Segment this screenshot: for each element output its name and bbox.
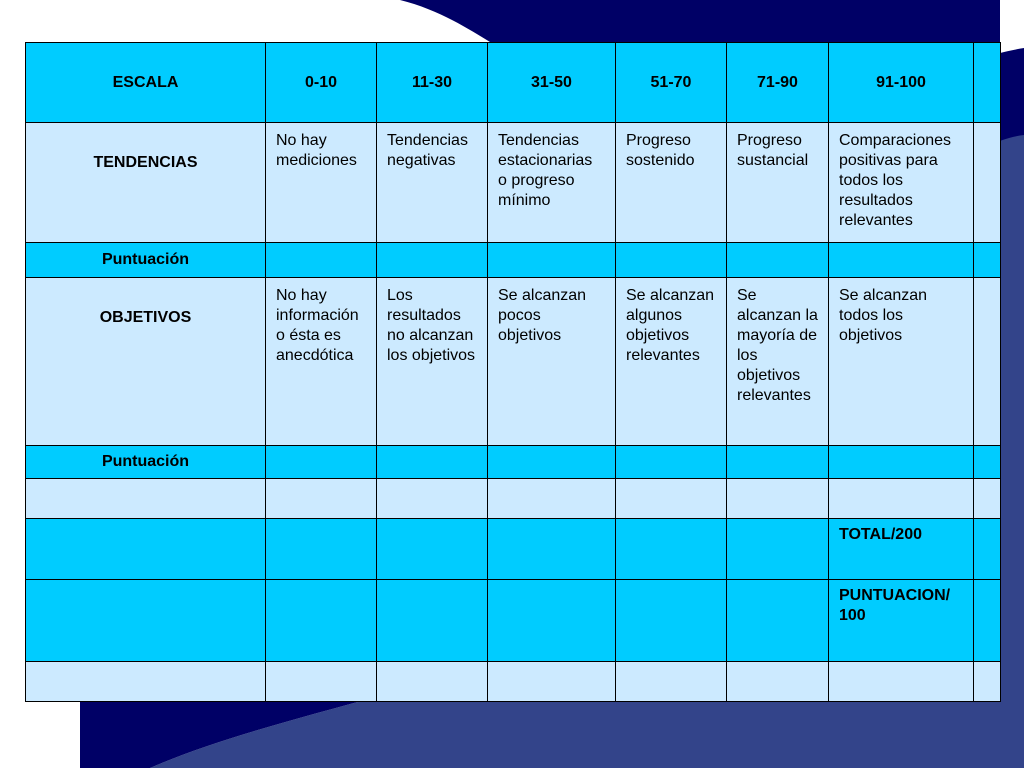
spacer-row (26, 662, 1001, 702)
tendencias-label: TENDENCIAS (93, 154, 198, 171)
empty-cell (974, 580, 1001, 662)
score-cell (829, 243, 974, 278)
empty-cell (974, 243, 1001, 278)
tendencias-text: Comparaciones positivas para todos los resultados relevantes (839, 132, 952, 229)
tendencias-cell (829, 123, 974, 243)
tendencias-cell (727, 123, 829, 243)
range-header (616, 43, 727, 123)
empty-cell (488, 519, 616, 580)
score-cell (266, 243, 377, 278)
objetivos-cell (266, 278, 377, 446)
tendencias-label-cell (26, 123, 266, 243)
empty-cell (26, 479, 266, 519)
empty-cell (26, 519, 266, 580)
range-label: 11-30 (411, 73, 453, 91)
tendencias-text: Progreso sostenido (626, 132, 695, 169)
objetivos-label-cell (26, 278, 266, 446)
empty-cell (616, 479, 727, 519)
empty-cell (974, 43, 1001, 123)
range-label: 51-70 (650, 73, 692, 91)
tendencias-row (26, 123, 1001, 243)
puntuacion-100-cell (829, 580, 974, 662)
puntuacion-100-value: 100 (839, 607, 866, 624)
objetivos-cell (829, 278, 974, 446)
tendencias-text: Progreso sustancial (737, 132, 809, 169)
spacer-row (26, 479, 1001, 519)
empty-cell (266, 662, 377, 702)
range-label: 71-90 (757, 73, 798, 91)
objetivos-label: OBJETIVOS (99, 309, 192, 326)
empty-cell (974, 479, 1001, 519)
score-cell (488, 446, 616, 479)
tendencias-text: Tendencias estacionarias o progreso mínimo (498, 132, 593, 209)
puntuacion-row (26, 446, 1001, 479)
tendencias-cell (377, 123, 488, 243)
escala-label: ESCALA (112, 73, 179, 91)
range-header (829, 43, 974, 123)
score-cell (377, 243, 488, 278)
tendencias-text: No hay mediciones (276, 132, 357, 169)
score-cell (727, 243, 829, 278)
total-label-cell (829, 519, 974, 580)
objetivos-text: Se alcanzan todos los objetivos (839, 287, 928, 344)
puntuacion-label: Puntuación (101, 453, 190, 470)
empty-cell (488, 479, 616, 519)
empty-cell (266, 580, 377, 662)
empty-cell (26, 580, 266, 662)
empty-cell (974, 662, 1001, 702)
objetivos-cell (616, 278, 727, 446)
empty-cell (974, 446, 1001, 479)
score-cell (488, 243, 616, 278)
tendencias-cell (266, 123, 377, 243)
puntuacion-100-label: PUNTUACION/ (839, 587, 951, 604)
objetivos-cell (377, 278, 488, 446)
empty-cell (488, 662, 616, 702)
objetivos-cell (488, 278, 616, 446)
empty-cell (616, 519, 727, 580)
empty-cell (829, 479, 974, 519)
total-label: TOTAL/200 (839, 526, 922, 543)
empty-cell (377, 580, 488, 662)
empty-cell (727, 662, 829, 702)
puntuacion-label-cell (26, 446, 266, 479)
objetivos-text: No hay información o ésta es anecdótica (276, 287, 359, 364)
objetivos-cell (727, 278, 829, 446)
tendencias-cell (616, 123, 727, 243)
range-label: 0-10 (304, 73, 338, 91)
range-label: 31-50 (531, 73, 572, 91)
objetivos-row (26, 278, 1001, 446)
empty-cell (829, 662, 974, 702)
empty-cell (488, 580, 616, 662)
empty-cell (266, 519, 377, 580)
range-header (266, 43, 377, 123)
empty-cell (974, 278, 1001, 446)
range-header (488, 43, 616, 123)
empty-cell (727, 519, 829, 580)
objetivos-text: Se alcanzan la mayoría de los objetivos relevantes (737, 287, 818, 404)
empty-cell (974, 519, 1001, 580)
objetivos-text: Los resultados no alcanzan los objetivos (387, 287, 476, 364)
tendencias-cell (488, 123, 616, 243)
puntuacion-label: Puntuación (101, 251, 190, 268)
empty-cell (616, 580, 727, 662)
puntuacion-row (26, 243, 1001, 278)
empty-cell (377, 519, 488, 580)
total-row (26, 519, 1001, 580)
empty-cell (377, 479, 488, 519)
range-header (727, 43, 829, 123)
escala-header (26, 43, 266, 123)
objetivos-text: Se alcanzan pocos objetivos (498, 287, 587, 344)
score-cell (829, 446, 974, 479)
empty-cell (974, 123, 1001, 243)
empty-cell (377, 662, 488, 702)
score-cell (377, 446, 488, 479)
puntuacion-100-row (26, 580, 1001, 662)
range-label: 91-100 (876, 73, 926, 91)
range-header (377, 43, 488, 123)
score-cell (266, 446, 377, 479)
header-row (26, 43, 1001, 123)
tendencias-text: Tendencias negativas (387, 132, 468, 169)
empty-cell (266, 479, 377, 519)
empty-cell (727, 479, 829, 519)
score-cell (727, 446, 829, 479)
puntuacion-label-cell (26, 243, 266, 278)
score-cell (616, 243, 727, 278)
evaluation-rubric-table (25, 42, 1001, 702)
objetivos-text: Se alcanzan algunos objetivos relevantes (626, 287, 715, 364)
empty-cell (26, 662, 266, 702)
empty-cell (616, 662, 727, 702)
empty-cell (727, 580, 829, 662)
score-cell (616, 446, 727, 479)
